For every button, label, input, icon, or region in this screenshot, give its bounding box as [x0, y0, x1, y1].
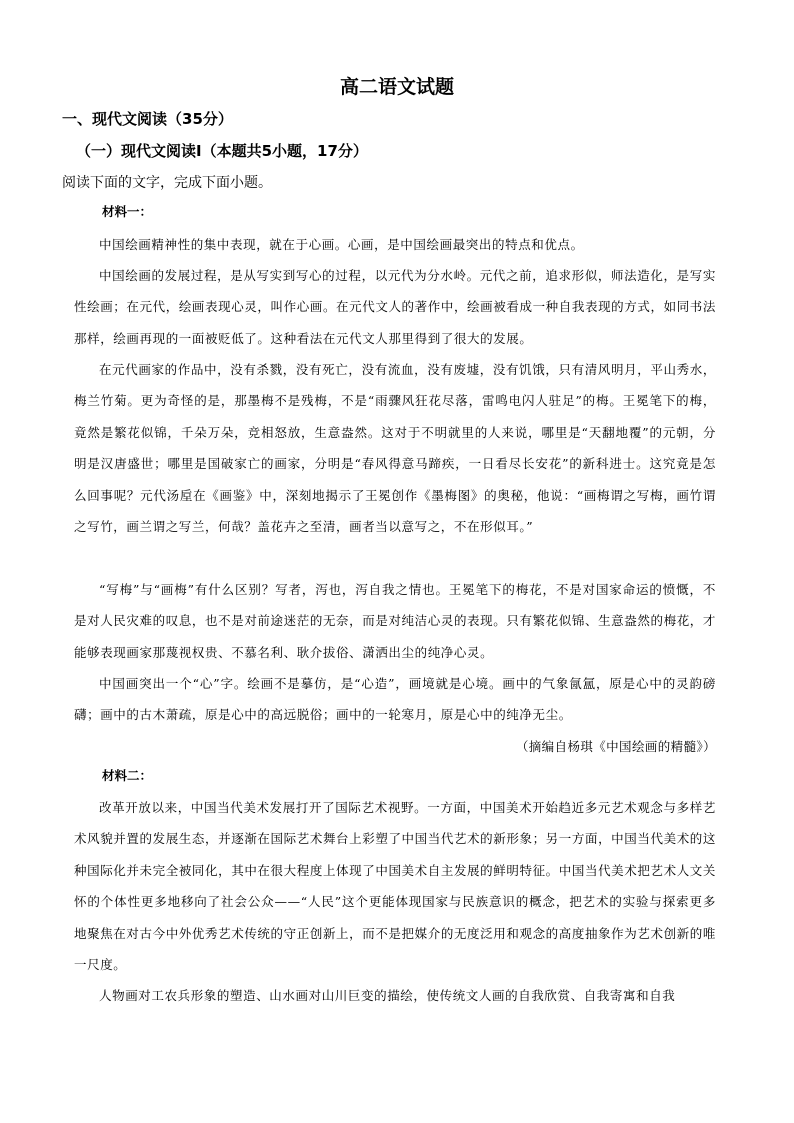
- page-title: 高二语文试题: [339, 76, 454, 98]
- material1-paragraph-5: 中国画突出一个“心”字。绘画不是摹仿，是“心造”，画境就是心境。画中的气象氤氲，原是心中的灵韵磅礴；画中的古木萧疏，原是心中的高远脱俗；画中的一轮寒月，原是心中的纯净无尘。: [74, 676, 716, 723]
- material2-paragraph-1: 改革开放以来，中国当代美术发展打开了国际艺术视野。一方面，中国美术开始趋近多元艺术观念与多样艺术风貌并置的发展生态，并逐渐在国际艺术舞台上彩塑了中国当代艺术的新形象；另一方面，中国当代美术的这种国际化并未完全被同化，其中在很大程度上体现了中国美术自主发展的鲜明特征。中国当代美术把艺术人文关怀的个体性更多地移向了社会公众——“人民”这个更能体现国家与民族意识的概念，把艺术的实验与探索更多地聚焦在对古今中外优秀艺术传统的守正创新上，而不是把媒介的无度泛用和观念的高度抽象作为艺术创新的唯一尺度。: [74, 800, 716, 973]
- material2-paragraph-2: 人物画对工农兵形象的塑造、山水画对山川巨变的描绘，使传统文人画的自我欣赏、自我寄寓和自我: [99, 988, 676, 1003]
- material1-paragraph-3: 在元代画家的作品中，没有杀戮，没有死亡，没有流血，没有废墟，没有饥饿，只有清风明月，平山秀水，梅兰竹菊。更为奇怪的是，那墨梅不是残梅，不是“雨骤风狂花尽落，雷鸣电闪人驻足”的梅。王冕笔下的梅，竟然是繁花似锦，千朵万朵，竞相怒放，生意盎然。这对于不明就里的人来说，哪里是“天翻地覆”的元朝，分明是汉唐盛世；哪里是国破家亡的画家，分明是“春风得意马蹄疾，一日看尽长安花”的新科进士。这究竟是怎么回事呢？元代汤垕在《画鉴》中，深刻地揭示了王冕创作《墨梅图》的奥秘，他说：“画梅谓之写梅，画竹谓之写竹，画兰谓之写兰，何哉？盖花卉之至清，画者当以意写之，不在形似耳。”: [74, 362, 716, 535]
- subsection-heading: （一）现代文阅读Ⅰ（本题共5小题，17分）: [76, 142, 368, 160]
- material1-source: （摘编自杨琪《中国绘画的精髓》）: [515, 739, 716, 754]
- section-heading: 一、现代文阅读（35分）: [62, 110, 233, 128]
- material1-paragraph-2: 中国绘画的发展过程，是从写实到写心的过程，以元代为分水岭。元代之前，追求形似，师法造化，是写实性绘画；在元代，绘画表现心灵，叫作心画。在元代文人的著作中，绘画被看成一种自我表现的方式，如同书法那样，绘画再现的一面被贬低了。这种看法在元代文人那里得到了很大的发展。: [74, 268, 716, 346]
- material2-label: 材料二：: [102, 768, 153, 783]
- material1-label: 材料一：: [102, 204, 153, 219]
- material1-paragraph-4: “写梅”与“画梅”有什么区别？写者，泻也，泻自我之情也。王冕笔下的梅花，不是对国家命运的愤慨，不是对人民灾难的叹息，也不是对前途迷茫的无奈，而是对纯洁心灵的表现。只有繁花似锦、生意盎然的梅花，才能够表现画家那蔑视权贵、不慕名利、耿介拔俗、潇洒出尘的纯净心灵。: [74, 582, 716, 660]
- instruction-text: 阅读下面的文字，完成下面小题。: [62, 175, 272, 191]
- material1-paragraph-1: 中国绘画精神性的集中表现，就在于心画。心画，是中国绘画最突出的特点和优点。: [99, 237, 584, 252]
